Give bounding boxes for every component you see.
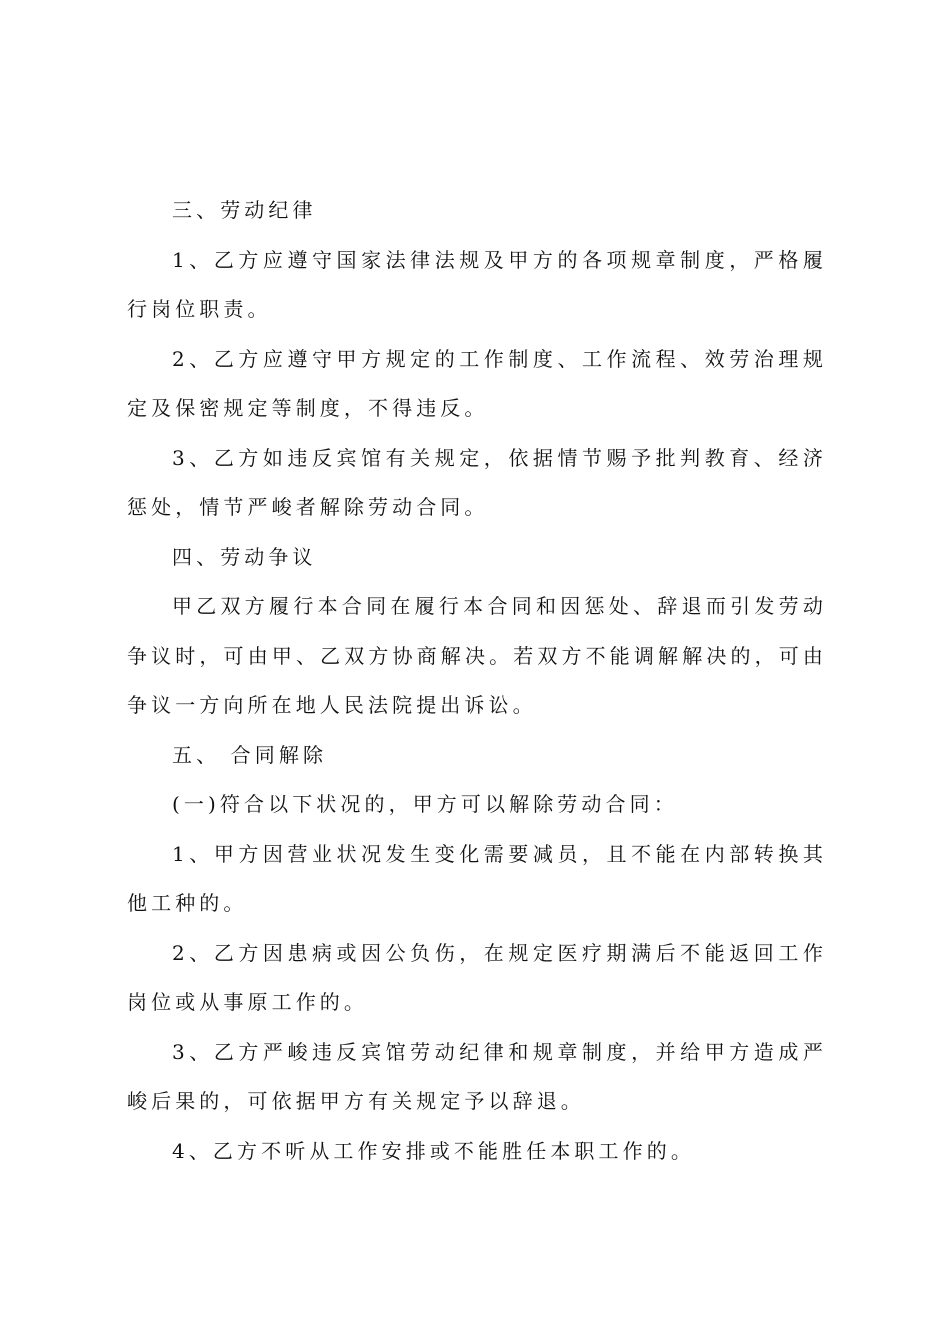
clause-paragraph: 1、乙方应遵守国家法律法规及甲方的各项规章制度，严格履行岗位职责。 (127, 247, 827, 321)
section-heading-labor-discipline: 三、劳动纪律 (172, 198, 317, 222)
clause-paragraph: (一)符合以下状况的，甲方可以解除劳动合同： (172, 792, 678, 816)
clause-paragraph: 4、乙方不听从工作安排或不能胜任本职工作的。 (172, 1138, 695, 1163)
section-heading-contract-termination: 五、 合同解除 (172, 742, 328, 767)
clause-paragraph: 1、甲方因营业状况发生变化需要减员，且不能在内部转换其他工种的。 (127, 841, 827, 915)
document-body (127, 186, 827, 1176)
clause-paragraph: 3、乙方如违反宾馆有关规定，依据情节赐予批判教育、经济惩处，情节严峻者解除劳动合同。 (127, 445, 827, 519)
clause-paragraph: 甲乙双方履行本合同在履行本合同和因惩处、辞退而引发劳动争议时，可由甲、乙双方协商解决。若双方不能调解解决的，可由争议一方向所在地人民法院提出诉讼。 (127, 594, 827, 717)
clause-paragraph: 2、乙方应遵守甲方规定的工作制度、工作流程、效劳治理规定及保密规定等制度，不得违反。 (127, 346, 827, 420)
clause-paragraph: 2、乙方因患病或因公负伤，在规定医疗期满后不能返回工作岗位或从事原工作的。 (127, 940, 827, 1014)
section-heading-labor-dispute: 四、劳动争议 (172, 544, 317, 569)
clause-paragraph: 3、乙方严峻违反宾馆劳动纪律和规章制度，并给甲方造成严峻后果的，可依据甲方有关规定予以辞退。 (127, 1039, 827, 1113)
